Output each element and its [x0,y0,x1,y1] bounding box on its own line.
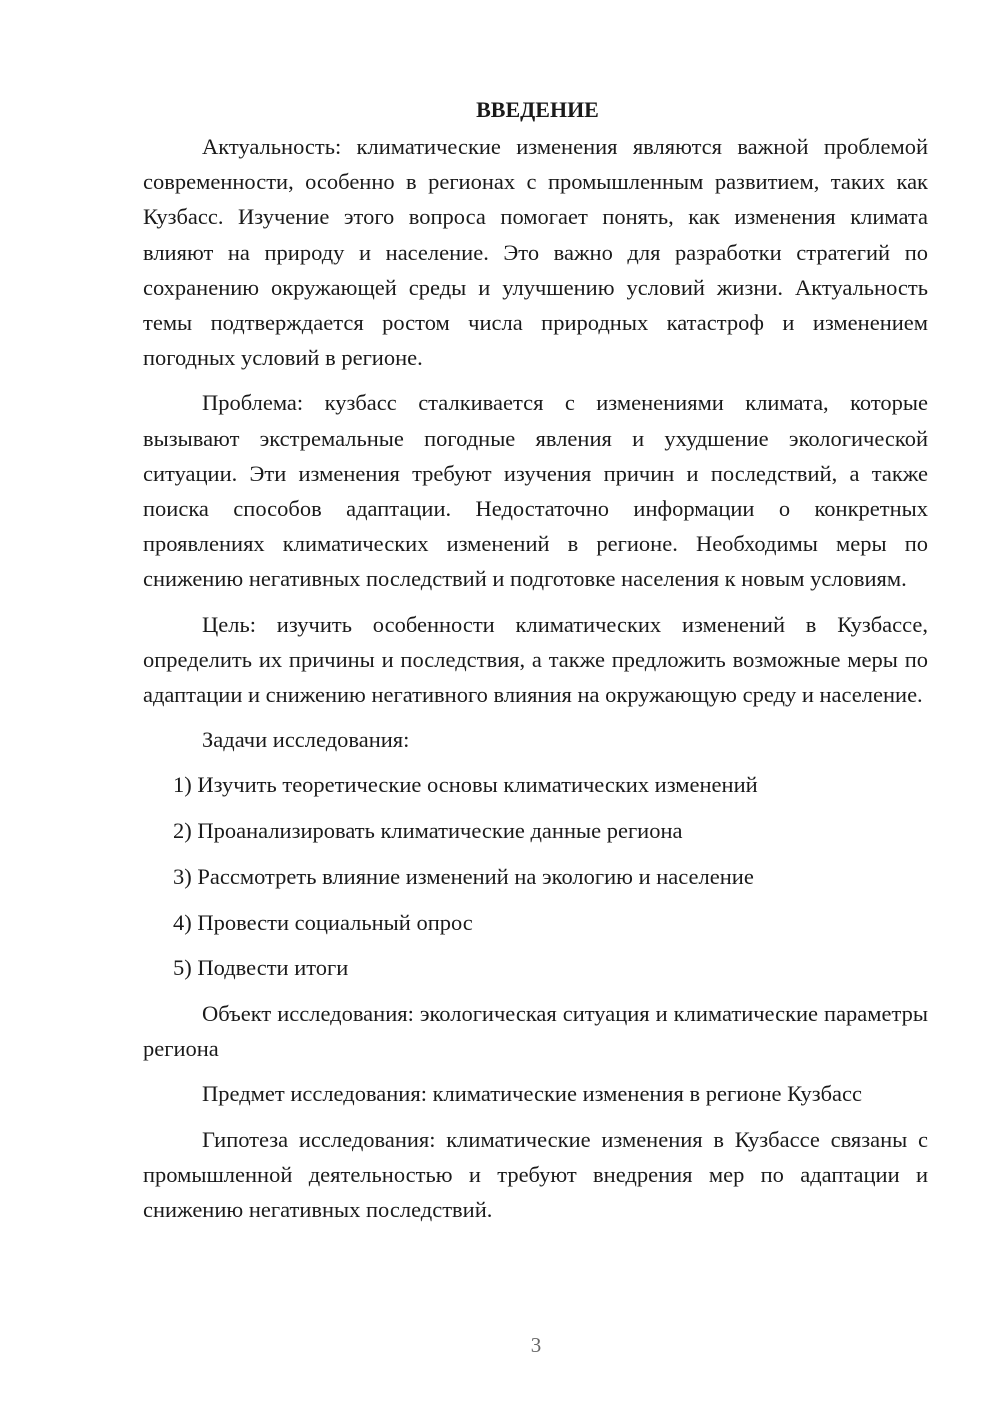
tasks-title: Задачи исследования: [202,727,410,753]
paragraph-problem: Проблема: кузбасс сталкивается с изменениями климата, которые вызывают экстремальные погодные явления и ухудшение экологической ситуации. Эти изменения требуют изучения причин и последствий, а также поиска способов адаптации. Недостаточно информации о конкретных проявлениях климатических изменений в регионе. Необходимы меры по снижению негативных последствий и подготовке населения к новым условиям. [143,390,928,592]
task-item: 4) Провести социальный опрос [173,909,473,935]
task-item: 3) Рассмотреть влияние изменений на экологию и население [173,863,754,889]
task-item: 2) Проанализировать климатические данные региона [173,818,683,844]
page-number: 3 [530,1333,542,1357]
task-item: 1) Изучить теоретические основы климатических изменений [173,772,758,798]
document-page [143,92,928,1237]
task-item: 5) Подвести итоги [173,955,349,981]
paragraph-object: Объект исследования: экологическая ситуация и климатические параметры региона [143,1000,928,1062]
paragraph-subject: Предмет исследования: климатические изменения в регионе Кузбасс [202,1081,863,1107]
tasks-list [143,767,928,985]
paragraph-hypothesis: Гипотеза исследования: климатические изменения в Кузбассе связаны с промышленной деятельностью и требуют внедрения мер по адаптации и снижению негативных последствий. [143,1126,928,1222]
page-title: ВВЕДЕНИЕ [476,97,599,122]
paragraph-goal: Цель: изучить особенности климатических изменений в Кузбассе, определить их причины и последствия, а также предложить возможные меры по адаптации и снижению негативного влияния на окружающую среду и население. [143,611,928,708]
paragraph-relevance: Актуальность: климатические изменения являются важной проблемой современности, особенно в регионах с промышленным развитием, таких как Кузбасс. Изучение этого вопроса помогает понять, как изменения климата влияют на природу и население. Это важно для разработки стратегий по сохранению окружающей среды и улучшению условий жизни. Актуальность темы подтверждается ростом числа природных катастроф и изменением погодных условий в регионе. [143,134,928,371]
